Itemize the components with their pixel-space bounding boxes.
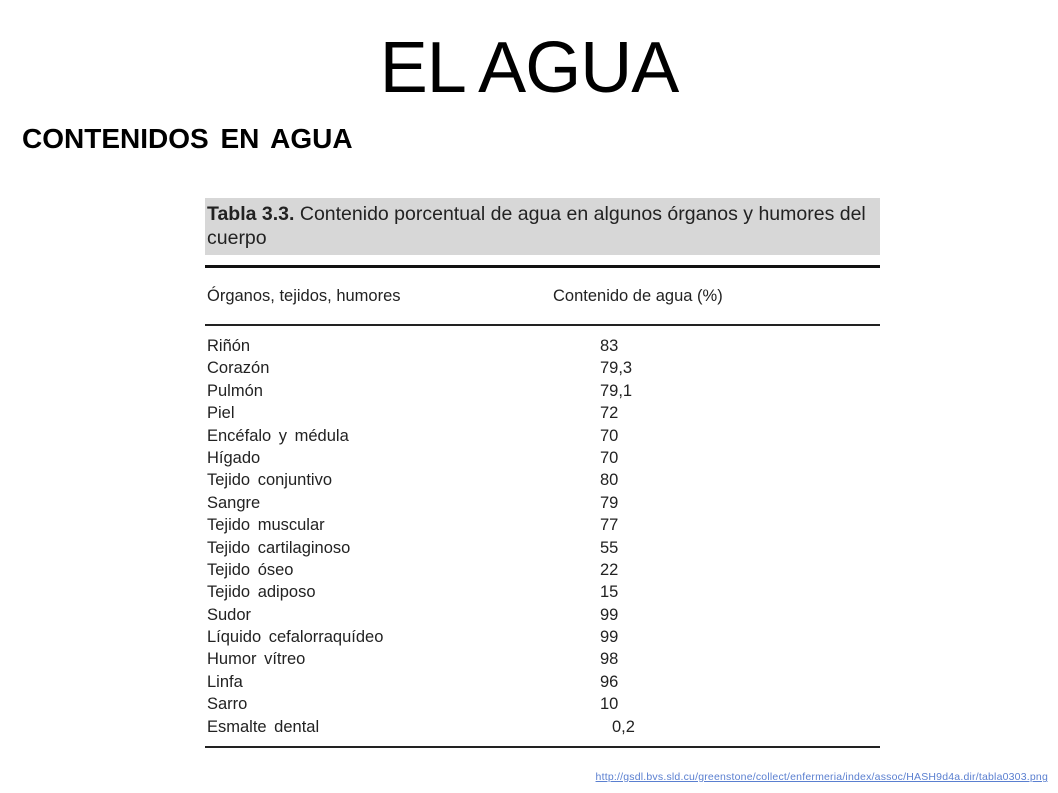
- table-row: [205, 447, 880, 469]
- table-row: [205, 693, 880, 715]
- water-percentage: 55: [600, 538, 619, 557]
- water-percentage: 96: [600, 672, 619, 691]
- table-row: [205, 581, 880, 603]
- table-row: [205, 469, 880, 491]
- organ-name: Tejido óseo: [207, 560, 294, 579]
- water-percentage: 80: [600, 471, 619, 490]
- table-row: [205, 626, 880, 648]
- organ-name: Humor vítreo: [207, 650, 306, 669]
- water-percentage: 77: [600, 516, 619, 535]
- table-row: [205, 537, 880, 559]
- table-row: [205, 402, 880, 424]
- table-bottom-rule: [205, 746, 880, 748]
- source-link[interactable]: http://gsdl.bvs.sld.cu/greenstone/collect/enfermeria/index/assoc/HASH9d4a.dir/tabla0303.png: [595, 771, 1048, 783]
- water-percentage: 99: [600, 628, 619, 647]
- table-row: [205, 604, 880, 626]
- water-percentage: 83: [600, 337, 619, 355]
- table-row: [205, 425, 880, 447]
- organ-name: Linfa: [207, 672, 243, 691]
- table-row: [205, 380, 880, 402]
- water-percentage: 79,1: [600, 381, 633, 400]
- organ-name: Tejido adiposo: [207, 583, 316, 602]
- table-header-row: [205, 268, 880, 324]
- water-percentage: 72: [600, 404, 619, 423]
- organ-name: Tejido conjuntivo: [207, 471, 332, 490]
- organ-name: Pulmón: [207, 381, 263, 400]
- organ-name: Encéfalo y médula: [207, 426, 349, 445]
- header-water-content: Contenido de agua (%): [553, 287, 723, 305]
- table-row: [205, 671, 880, 693]
- water-percentage: 22: [600, 560, 619, 579]
- water-percentage: 99: [600, 605, 619, 624]
- table-row: [205, 514, 880, 536]
- water-percentage: 70: [600, 448, 619, 467]
- organ-name: Corazón: [207, 359, 270, 378]
- water-percentage: 79: [600, 493, 619, 512]
- table-body: [205, 326, 880, 746]
- table-row: [205, 716, 880, 738]
- table-figure: [205, 198, 880, 748]
- water-percentage: 15: [600, 583, 619, 602]
- water-percentage: 10: [600, 695, 619, 714]
- organ-name: Esmalte dental: [207, 717, 320, 736]
- table-caption-label: Tabla 3.3.: [207, 203, 295, 225]
- organ-name: Piel: [207, 404, 235, 423]
- slide-title: EL AGUA: [379, 28, 679, 108]
- table-caption-text: Contenido porcentual de agua en algunos órganos y humores del cuerpo: [207, 203, 866, 249]
- organ-name: Sarro: [207, 695, 248, 714]
- organ-name: Sangre: [207, 493, 261, 512]
- table-row: [205, 357, 880, 379]
- organ-name: Sudor: [207, 605, 252, 624]
- table-row: [205, 648, 880, 670]
- organ-name: Riñón: [207, 337, 251, 355]
- organ-name: Tejido muscular: [207, 516, 325, 535]
- table-row: [205, 335, 880, 357]
- organ-name: Líquido cefalorraquídeo: [207, 628, 384, 647]
- table-caption: [205, 198, 880, 255]
- organ-name: Hígado: [207, 448, 261, 467]
- table-row: [205, 492, 880, 514]
- slide-subtitle: CONTENIDOS EN AGUA: [22, 123, 353, 154]
- water-percentage: 98: [600, 650, 619, 669]
- table-row: [205, 559, 880, 581]
- water-percentage: 70: [600, 426, 619, 445]
- header-organs: Órganos, tejidos, humores: [207, 287, 401, 305]
- water-percentage: 0,2: [612, 717, 635, 736]
- water-percentage: 79,3: [600, 359, 633, 378]
- organ-name: Tejido cartilaginoso: [207, 538, 351, 557]
